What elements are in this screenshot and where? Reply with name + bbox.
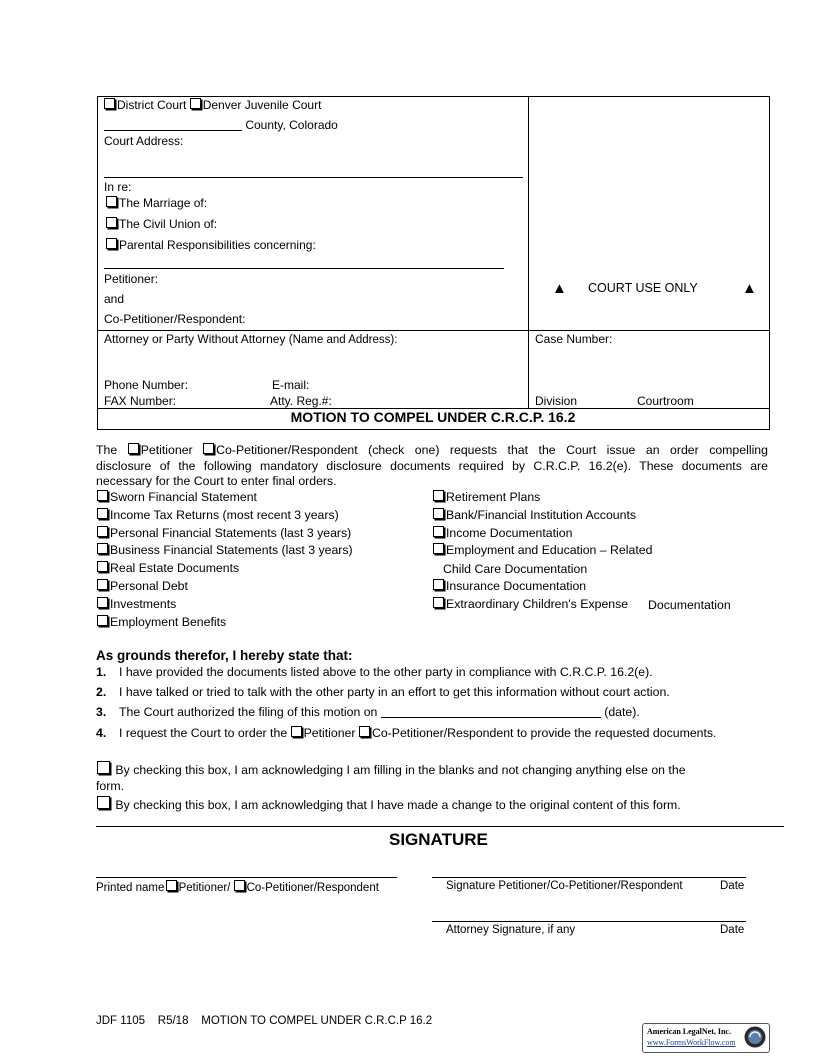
ground-text-3: The Court authorized the filing of this motion on (119, 705, 378, 719)
document-label: Income Documentation (446, 526, 573, 540)
juvenile-court-label: Denver Juvenile Court (202, 98, 322, 112)
document-label: Retirement Plans (446, 490, 541, 504)
attorney-date-label: Date (720, 924, 745, 936)
sig-petitioner-checkbox[interactable] (166, 880, 177, 891)
extraordinary-documentation: Documentation (648, 598, 731, 612)
logo-line-2: www.FormsWorkFlow.com (647, 1038, 736, 1047)
in-re-label: In re: (104, 180, 132, 194)
caption-row-divider (97, 330, 769, 331)
email-label: E-mail: (272, 378, 310, 392)
document-item-right (433, 490, 540, 504)
ack-second-row (97, 796, 681, 812)
document-item-left (97, 526, 351, 540)
arrow-up-icon: ▲ (552, 280, 567, 297)
document-item-left (97, 561, 239, 575)
globe-icon (743, 1025, 767, 1049)
document-item-left (97, 543, 353, 557)
signature-line[interactable] (432, 877, 746, 878)
ground-co-petitioner-checkbox[interactable] (359, 726, 370, 737)
civil-union-row (106, 217, 217, 231)
attorney-signature-label: Attorney Signature, if any (446, 924, 576, 936)
names-line[interactable] (104, 268, 504, 269)
document-checkbox[interactable] (433, 579, 444, 590)
signature-label: Signature Petitioner/Co-Petitioner/Respondent (446, 880, 683, 892)
document-checkbox[interactable] (97, 490, 108, 501)
document-label: Income Tax Returns (most recent 3 years) (110, 508, 339, 522)
marriage-row (106, 196, 207, 210)
court-selection (104, 98, 321, 112)
juvenile-court-checkbox[interactable] (190, 98, 201, 109)
document-label: Investments (110, 597, 177, 611)
child-care-documentation: Child Care Documentation (443, 562, 588, 576)
grounds-heading: As grounds therefor, I hereby state that: (96, 648, 353, 663)
ground-text-4: I request the Court to order the (119, 726, 288, 740)
county-label: County, Colorado (245, 118, 338, 132)
printed-name-line[interactable] (96, 877, 397, 878)
form-title: MOTION TO COMPEL UNDER C.R.C.P. 16.2 (290, 409, 576, 425)
intro-co-petitioner-checkbox[interactable] (203, 443, 214, 454)
document-checkbox[interactable] (433, 508, 444, 519)
document-item-right (433, 526, 572, 540)
footer-text: JDF 1105 R5/18 MOTION TO COMPEL UNDER C.R.C.P 16.2 (96, 1015, 433, 1027)
ground-text-2: I have talked or tried to talk with the other party in an effort to get this information without court action. (119, 685, 670, 699)
civil-union-label: The Civil Union of: (119, 217, 218, 231)
document-label: Bank/Financial Institution Accounts (446, 508, 637, 522)
signature-date-label: Date (720, 880, 745, 892)
document-item-left (97, 490, 257, 504)
ack-changed-checkbox[interactable] (97, 796, 110, 809)
document-label: Employment Benefits (110, 615, 227, 629)
document-checkbox[interactable] (433, 543, 444, 554)
ground-text-1: I have provided the documents listed above to the other party in compliance with C.R.C.P. 16.2(e). (119, 665, 653, 679)
document-item-left (97, 597, 176, 611)
document-item-right (433, 579, 586, 593)
document-item-right (433, 543, 652, 557)
publisher-logo[interactable] (642, 1023, 770, 1053)
ground-petitioner-checkbox[interactable] (291, 726, 302, 737)
case-number-label: Case Number: (535, 332, 613, 346)
document-checkbox[interactable] (97, 561, 108, 572)
caption-box (97, 96, 770, 430)
logo-line-1: American LegalNet, Inc. (647, 1027, 731, 1036)
document-checkbox[interactable] (97, 579, 108, 590)
division-label: Division (535, 394, 578, 408)
petitioner-label: Petitioner: (104, 272, 159, 286)
courtroom-label: Courtroom (637, 394, 694, 408)
parental-label: Parental Responsibilities concerning: (119, 238, 316, 252)
ground-num-1: 1. (96, 665, 107, 679)
document-item-left (97, 579, 188, 593)
document-item-right (433, 508, 636, 522)
county-blank[interactable] (104, 130, 242, 131)
ground-item-1 (96, 665, 653, 679)
ack-no-change-checkbox[interactable] (97, 761, 110, 774)
caption-divider (528, 96, 529, 409)
document-label: Employment and Education – Related (446, 543, 653, 557)
district-court-label: District Court (117, 98, 187, 112)
document-checkbox[interactable] (97, 543, 108, 554)
intro-co-petitioner: Co-Petitioner/Respondent (check one) requests that the Court issue an order compelling (216, 443, 768, 457)
section-divider (96, 826, 784, 827)
ground-num-4: 4. (96, 726, 107, 740)
document-label: Business Financial Statements (last 3 years) (110, 543, 353, 557)
marriage-checkbox[interactable] (106, 196, 117, 207)
sig-co-petitioner-label: Co-Petitioner/Respondent (246, 882, 379, 894)
ground-item-2 (96, 685, 670, 699)
document-checkbox[interactable] (433, 597, 444, 608)
printed-name-label: Printed name (96, 882, 165, 894)
document-checkbox[interactable] (97, 526, 108, 537)
ground-num-3: 3. (96, 705, 107, 719)
attorney-row (104, 332, 397, 346)
ack-second: By checking this box, I am acknowledging that I have made a change to the original content of this form. (115, 798, 681, 812)
ack-first-row (97, 761, 686, 777)
and-label: and (104, 292, 125, 306)
document-item-left (97, 615, 226, 629)
document-item-left (97, 508, 339, 522)
document-checkbox[interactable] (433, 526, 444, 537)
county-row (104, 118, 338, 132)
arrow-up-icon: ▲ (742, 280, 757, 297)
marriage-label: The Marriage of: (119, 196, 208, 210)
attorney-note: (Name and Address): (288, 334, 398, 346)
ground-item-3 (96, 705, 640, 719)
authorization-date-field[interactable] (381, 717, 601, 718)
intro-petitioner: Petitioner (140, 443, 193, 457)
document-label: Real Estate Documents (110, 561, 240, 575)
court-address-line[interactable] (104, 177, 523, 178)
intro-paragraph (96, 443, 768, 490)
sig-petitioner-label: Petitioner/ (178, 882, 231, 894)
document-label: Sworn Financial Statement (110, 490, 257, 504)
atty-reg-label: Atty. Reg.#: (270, 394, 332, 408)
intro-the: The (96, 443, 118, 457)
attorney-signature-line[interactable] (432, 921, 746, 922)
court-use-only: COURT USE ONLY (588, 281, 698, 295)
document-checkbox[interactable] (433, 490, 444, 501)
ground-co-petitioner: Co-Petitioner/Respondent to provide the requested documents. (371, 726, 717, 740)
document-label: Personal Debt (110, 579, 188, 593)
attorney-label: Attorney or Party Without Attorney (104, 332, 286, 346)
ack-first-line2: form. (96, 779, 125, 793)
document-label: Personal Financial Statements (last 3 years) (110, 526, 352, 540)
ground-petitioner: Petitioner (303, 726, 356, 740)
document-checkbox[interactable] (97, 597, 108, 608)
phone-label: Phone Number: (104, 378, 189, 392)
intro-line-2: disclosure of the following mandatory disclosure documents required by C.R.C.P. 16.2(e). These documents are (96, 458, 768, 473)
signature-heading: SIGNATURE (389, 830, 488, 849)
civil-union-checkbox[interactable] (106, 217, 117, 228)
fax-label: FAX Number: (104, 394, 177, 408)
ground-suffix-3: (date). (604, 705, 640, 719)
intro-line-3: necessary for the Court to enter final orders. (96, 474, 337, 488)
court-address-label: Court Address: (104, 134, 184, 148)
parental-row (106, 238, 316, 252)
document-item-right (433, 597, 628, 611)
document-checkbox[interactable] (97, 615, 108, 626)
ground-item-4 (96, 726, 716, 740)
co-petitioner-label: Co-Petitioner/Respondent: (104, 312, 246, 326)
intro-petitioner-checkbox[interactable] (128, 443, 139, 454)
sig-co-petitioner-checkbox[interactable] (234, 880, 245, 891)
document-label: Extraordinary Children's Expense (446, 597, 629, 611)
document-label: Insurance Documentation (446, 579, 587, 593)
parental-checkbox[interactable] (106, 238, 117, 249)
ack-first-line1: By checking this box, I am acknowledging I am filling in the blanks and not changing anything else on the (115, 763, 686, 777)
printed-name-row (96, 880, 379, 894)
district-court-checkbox[interactable] (104, 98, 115, 109)
document-checkbox[interactable] (97, 508, 108, 519)
intro-line-1 (96, 443, 768, 459)
ground-num-2: 2. (96, 685, 107, 699)
